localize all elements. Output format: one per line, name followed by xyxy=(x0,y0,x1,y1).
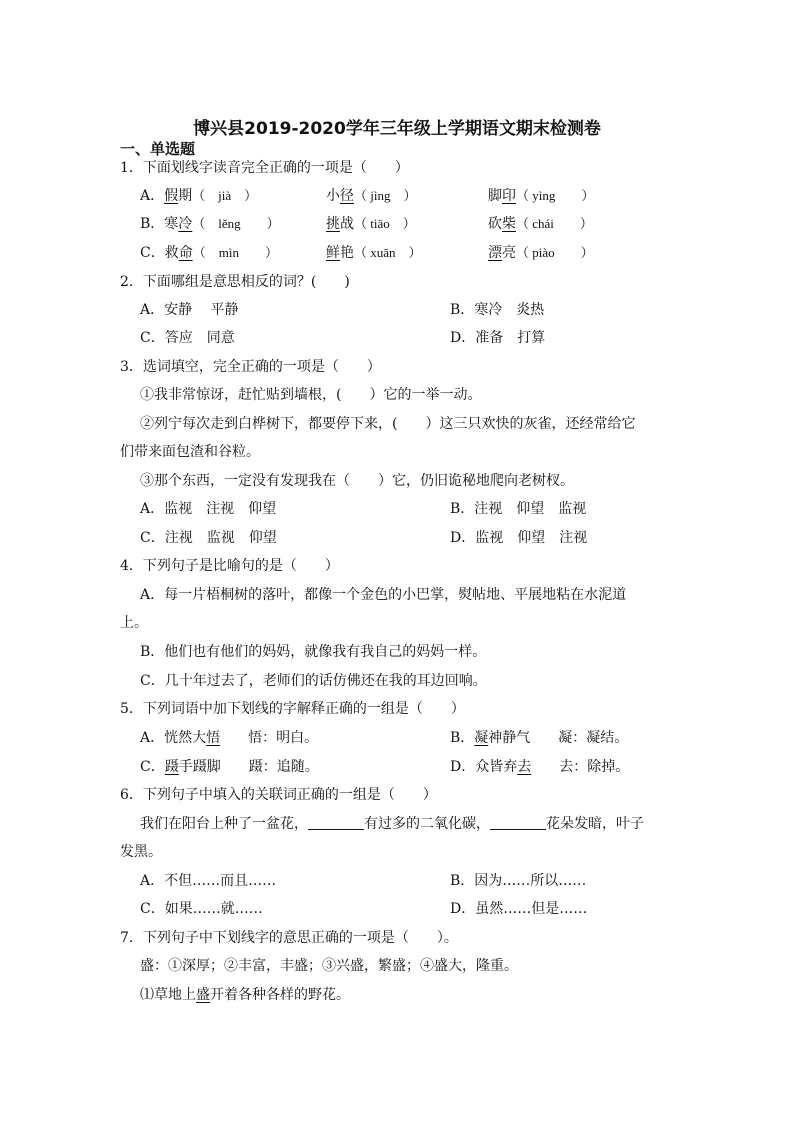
question-6-stem: 6．下列句子中填入的关联词正确的一组是（ ） xyxy=(120,787,437,803)
question-2-stem: 2．下面哪组是意思相反的词？( ) xyxy=(120,274,350,290)
q1-option-c-word2: 鲜艳（ xuān ） xyxy=(326,245,422,261)
q1-option-b-word3: 砍柴（ chái ） xyxy=(488,216,593,232)
q4-option-c: C．几十年过去了，老师们的话仿佛还在我的耳边回响。 xyxy=(140,673,487,689)
page-title: 博兴县2019-2020学年三年级上学期语文期末检测卷 xyxy=(193,119,601,139)
question-1-stem: 1．下面划线字读音完全正确的一项是（ ） xyxy=(120,160,409,176)
q6-option-b: B．因为……所以…… xyxy=(450,873,587,889)
q4-option-b: B．他们也有他们的妈妈，就像我有我自己的妈妈一样。 xyxy=(140,644,487,660)
q2-option-b: B．寒冷 炎热 xyxy=(450,302,545,318)
q5-option-c: C．蹑手蹑脚 蹑：追随。 xyxy=(140,759,319,775)
q3-sentence-2-cont: 们带来面包渣和谷粒。 xyxy=(120,444,260,460)
q1-option-a-word1: A．假期（ jià ） xyxy=(140,188,258,204)
q3-option-c: C．注视 监视 仰望 xyxy=(140,530,277,546)
q3-sentence-1: ①我非常惊讶，赶忙贴到墙根，( ）它的一举一动。 xyxy=(140,387,482,403)
q1-option-c-word1: C．救命（ mìn ） xyxy=(140,245,278,261)
q5-option-b: B．凝神静气 凝：凝结。 xyxy=(450,730,629,746)
q5-option-d: D．众皆弃去 去：除掉。 xyxy=(450,759,630,775)
q1-option-b-word2: 挑战（ tiāo ） xyxy=(326,216,416,232)
question-3-stem: 3．选词填空，完全正确的一项是（ ） xyxy=(120,359,381,375)
q7-sentence-1: ⑴草地上盛开着各种各样的野花。 xyxy=(140,987,350,1003)
question-7-stem: 7．下列句子中下划线字的意思正确的一项是（ ）。 xyxy=(120,930,458,946)
q1-option-c-word3: 漂亮（ piào ） xyxy=(488,245,594,261)
q6-blank-1[interactable] xyxy=(308,815,364,830)
q6-option-a: A．不但……而且…… xyxy=(140,873,277,889)
q6-option-c: C．如果……就…… xyxy=(140,901,263,917)
q6-sentence-cont: 发黑。 xyxy=(120,844,162,860)
q3-sentence-3: ③那个东西，一定没有发现我在（ ）它，仍旧诡秘地爬向老树杈。 xyxy=(140,473,574,489)
q1-option-a-word2: 小径（ jìng ） xyxy=(326,188,417,204)
q6-option-d: D．虽然……但是…… xyxy=(450,901,588,917)
q4-option-a-cont: 上。 xyxy=(120,615,148,631)
q3-sentence-2: ②列宁每次走到白桦树下，都要停下来，( ）这三只欢快的灰雀，还经常给它 xyxy=(140,416,636,432)
q6-blank-2[interactable] xyxy=(490,815,546,830)
section-heading: 一、单选题 xyxy=(120,140,196,158)
q3-option-a: A．监视 注视 仰望 xyxy=(140,501,277,517)
q4-option-a: A．每一片梧桐树的落叶，都像一个金色的小巴掌，熨帖地、平展地粘在水泥道 xyxy=(140,587,627,603)
q5-option-a: A．恍然大悟 悟：明白。 xyxy=(140,730,319,746)
question-5-stem: 5．下列词语中加下划线的字解释正确的一组是（ ） xyxy=(120,701,465,717)
q1-option-b-word1: B．寒冷（ lěng ） xyxy=(140,216,280,232)
q3-option-b: B．注视 仰望 监视 xyxy=(450,501,587,517)
q2-option-a: A．安静 平静 xyxy=(140,302,239,318)
q2-option-c: C．答应 同意 xyxy=(140,330,235,346)
q7-definition: 盛：①深厚；②丰富，丰盛；③兴盛，繁盛；④盛大，隆重。 xyxy=(140,958,518,974)
question-4-stem: 4．下列句子是比喻句的是（ ） xyxy=(120,558,339,574)
q6-sentence: 我们在阳台上种了一盆花， 有过多的二氧化碳， 花朵发暗，叶子 xyxy=(140,816,644,832)
q2-option-d: D．准备 打算 xyxy=(450,330,546,346)
q1-option-a-word3: 脚印（ yìng ） xyxy=(488,188,595,204)
q3-option-d: D．监视 仰望 注视 xyxy=(450,530,588,546)
